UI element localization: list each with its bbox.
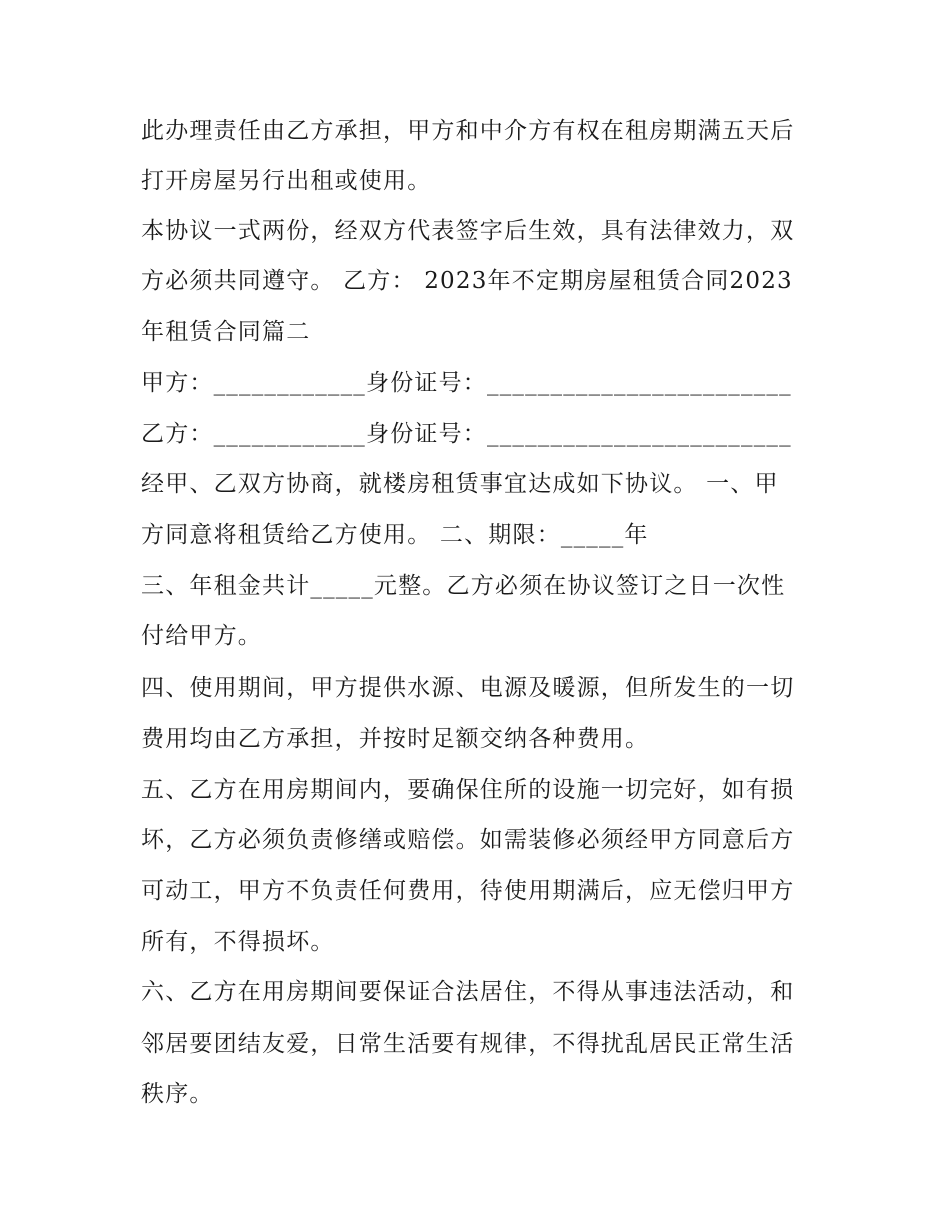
text-line: 年租赁合同篇二: [141, 319, 311, 345]
text-line: 本协议一式两份，经双方代表签字后生效，具有法律效力，双: [141, 218, 795, 244]
text-line: 四、使用期间，甲方提供水源、电源及暖源，但所发生的一切: [141, 675, 795, 701]
text-line: 方必须共同遵守。 乙方： 2023年不定期房屋租赁合同2023: [141, 268, 793, 294]
text-line: 方同意将租赁给乙方使用。 二、期限：_____年: [141, 522, 649, 548]
text-line: 三、年租金共计_____元整。乙方必须在协议签订之日一次性: [141, 573, 786, 599]
text-line: 五、乙方在用房期间内，要确保住所的设施一切完好，如有损: [141, 777, 795, 803]
text-line: 此办理责任由乙方承担，甲方和中介方有权在租房期满五天后: [141, 118, 795, 144]
party-a-line: 甲方：____________身份证号：________________________: [141, 370, 792, 396]
text-line: 打开房屋另行出租或使用。: [141, 168, 432, 194]
text-line: 坏，乙方必须负责修缮或赔偿。如需装修必须经甲方同意后方: [141, 827, 795, 853]
text-line: 六、乙方在用房期间要保证合法居住，不得从事违法活动，和: [141, 979, 795, 1005]
text-line: 邻居要团结友爱，日常生活要有规律，不得扰乱居民正常生活: [141, 1031, 795, 1057]
text-line: 付给甲方。: [141, 623, 262, 649]
text-line: 所有，不得损坏。: [141, 929, 335, 955]
party-b-line: 乙方：____________身份证号：________________________: [141, 421, 792, 447]
text-line: 经甲、乙双方协商，就楼房租赁事宜达成如下协议。 一、甲: [141, 471, 779, 497]
text-line: 费用均由乙方承担，并按时足额交纳各种费用。: [141, 726, 650, 752]
text-line: 秩序。: [141, 1081, 214, 1107]
text-line: 可动工，甲方不负责任何费用，待使用期满后，应无偿归甲方: [141, 878, 795, 904]
